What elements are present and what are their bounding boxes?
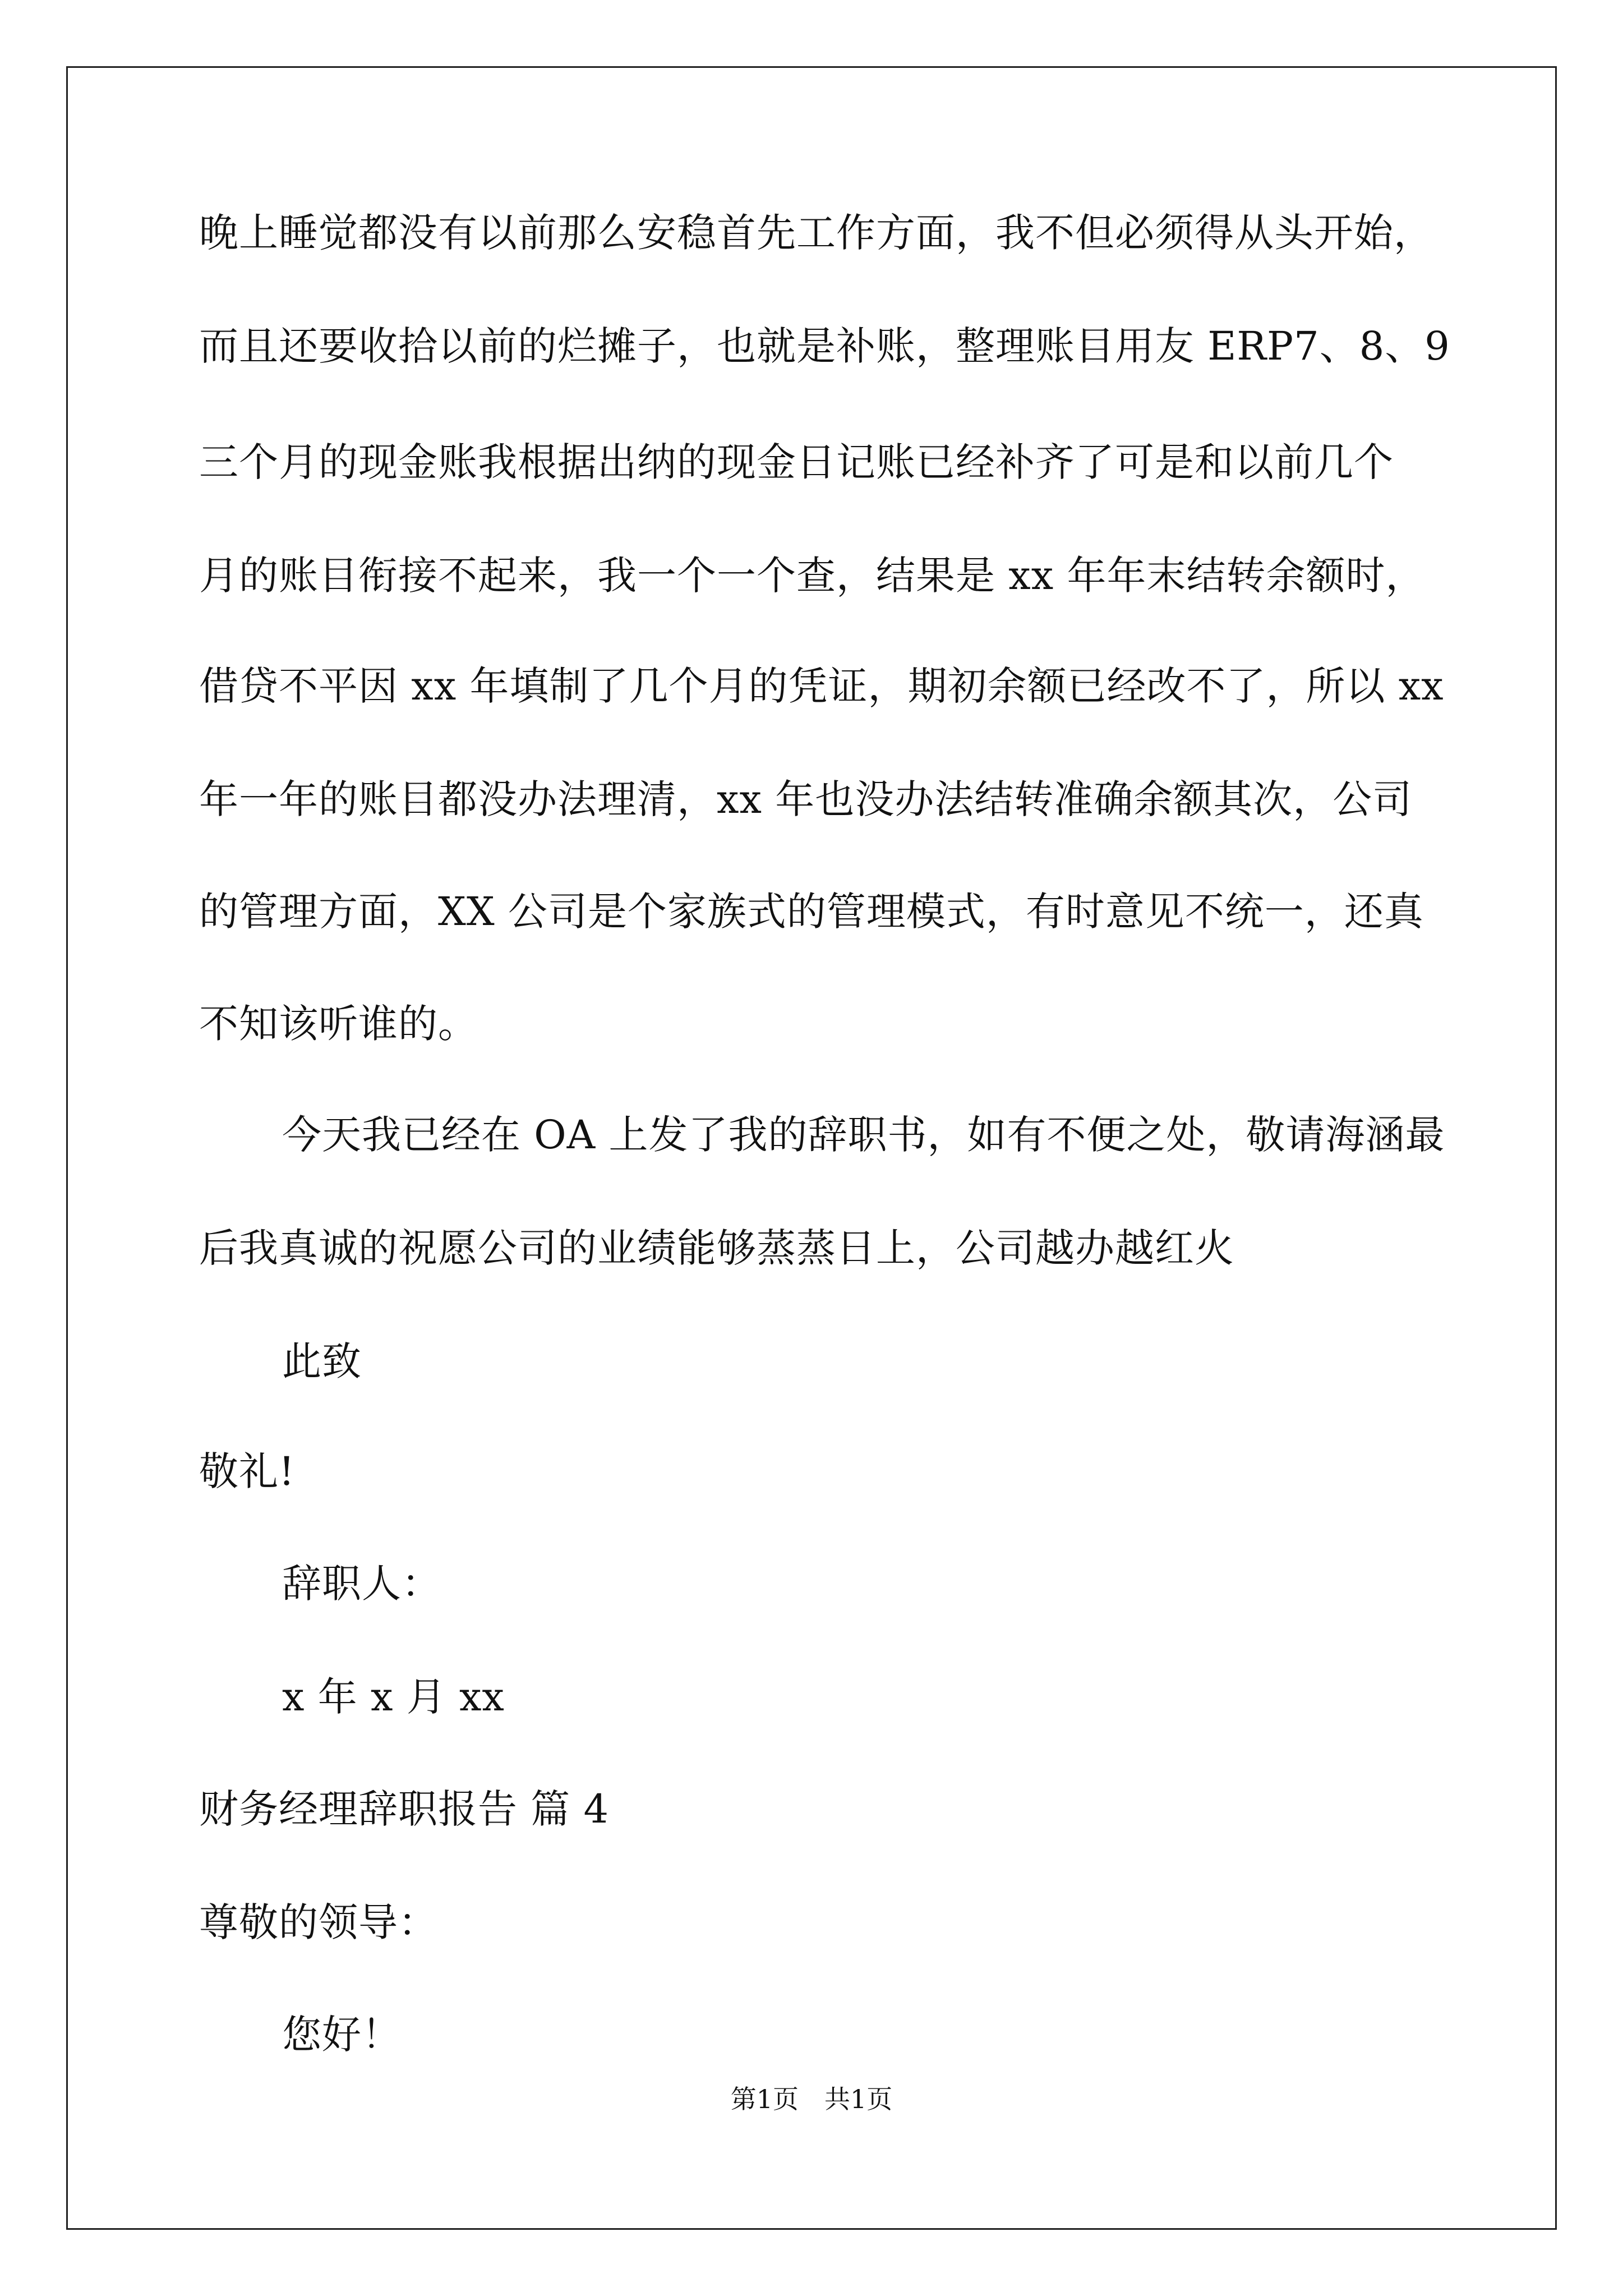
paragraph-line: 不知该听谁的。 — [199, 1001, 478, 1047]
paragraph-line: 晚上睡觉都没有以前那么安稳首先工作方面，我不但必须得从头开始， — [199, 210, 1433, 256]
signature-label: 辞职人： — [282, 1561, 441, 1607]
closing-line: 此致 — [282, 1338, 362, 1384]
greeting-line: 您好！ — [282, 2012, 402, 2058]
paragraph-line: 年一年的账目都没办法理清，xx 年也没办法结转准确余额其次，公司 — [199, 776, 1413, 822]
date-line: x 年 x 月 xx — [282, 1674, 505, 1720]
paragraph-line: 三个月的现金账我根据出纳的现金日记账已经补齐了可是和以前几个 — [199, 439, 1394, 485]
greeting-line: 尊敬的领导： — [199, 1899, 438, 1945]
paragraph-line: 借贷不平因 xx 年填制了几个月的凭证，期初余额已经改不了，所以 xx — [199, 663, 1444, 709]
salutation-line: 敬礼! — [199, 1448, 296, 1494]
paragraph-line: 月的账目衔接不起来，我一个一个查，结果是 xx 年年末结转余额时， — [199, 553, 1426, 599]
paragraph-line: 的管理方面，XX 公司是个家族式的管理模式，有时意见不统一，还真 — [199, 889, 1424, 935]
paragraph-line: 今天我已经在 OA 上发了我的辞职书，如有不便之处，敬请海涵最 — [282, 1112, 1445, 1158]
paragraph-line: 后我真诚的祝愿公司的业绩能够蒸蒸日上，公司越办越红火 — [199, 1225, 1234, 1271]
paragraph-line: 而且还要收拾以前的烂摊子，也就是补账，整理账目用友 ERP7、8、9 — [199, 323, 1450, 369]
page-footer: 第1页 共1页 — [730, 2084, 893, 2114]
section-heading: 财务经理辞职报告 篇 4 — [199, 1786, 610, 1832]
